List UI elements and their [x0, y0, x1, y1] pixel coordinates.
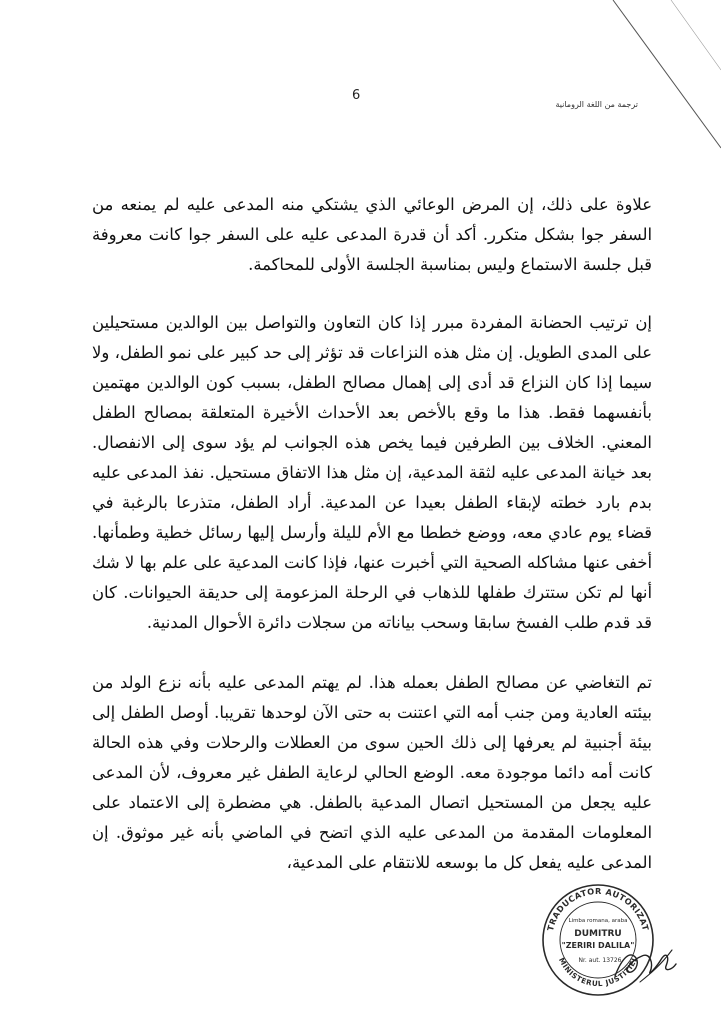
page-corner-fold — [611, 0, 721, 160]
stamp-name-line1: DUMITRU — [574, 929, 622, 939]
paragraph: علاوة على ذلك، إن المرض الوعائي الذي يشتكي منه المدعى عليه لم يمنعه من السفر جوا بشكل متكرر. أكد أن قدرة المدعى عليه على السفر جوا كانت معروفة قبل جلسة الاستماع وليس بمناسبة الجلسة الأولى للمحاكمة. — [92, 195, 652, 274]
stamp-sub-text: Limba romana, araba — [568, 918, 628, 924]
paragraph: تم التغاضي عن مصالح الطفل بعمله هذا. لم يهتم المدعى عليه بأنه نزع الولد من بيئته العادية ومن جنب أمه التي اعتنت به حتى الآن لوحدها تقريبا. أوصل الطفل إلى بيئة أجنبية لم يعرفها إلى ذلك الحين سوى من العطلات والرحلات وفي هذه الحالة كانت أمه دائما موجودة معه. الوضع الحالي لرعاية الطفل غير معروف، لأن المدعى عليه يجعل من المستحيل اتصال المدعية بالطفل. هي مضطرة إلى الاعتماد على المعلومات المقدمة من المدعى عليه الذي اتضح في الماضي بأنه غير موثوق. إن المدعى عليه يفعل كل ما بوسعه للانتقام على المدعية، — [92, 673, 652, 872]
page-number: 6 — [352, 88, 361, 103]
svg-text:TRADUCATOR AUTORIZAT — [545, 886, 651, 932]
stamp-number: Nr. aut. 13726 — [578, 957, 622, 964]
stamp-bottom-text: MINISTERUL JUSTITIEI — [556, 956, 639, 989]
translation-note: ترجمة من اللغة الرومانية — [555, 100, 638, 109]
document-body — [92, 190, 652, 906]
handwritten-signature — [610, 938, 680, 988]
paragraph: إن ترتيب الحضانة المفردة مبرر إذا كان التعاون والتواصل بين الوالدين مستحيلين على المدى الطويل. إن مثل هذه النزاعات قد تؤثر إلى حد كبير على نمو الطفل، ولا سيما إذا كان النزاع قد أدى إلى إهمال مصالح الطفل، بسبب كون الوالدين مهتمين بأنفسهما فقط. هذا ما وقع بالأخص بعد الأحداث الأخيرة المتعلقة بمصالح الطفل المعني. الخلاف بين الطرفين فيما يخص هذه الجوانب لم يؤد سوى إلى الانفصال. بعد خيانة المدعى عليه لثقة المدعية، إن مثل هذا الاتفاق مستحيل. نفذ المدعى عليه بدم بارد خطته لإبقاء الطفل بعيدا عن المدعية. أراد الطفل، متذرعا بالرغبة في قضاء يوم عادي معه، ووضع خططا مع الأم لليلة وأرسل إليها رسائل خطية وطمأنها. أخفى عنها مشاكله الصحية التي أخبرت عنها، فإذا كانت المدعية على علم بها لا شك أنها لم تكن ستترك طفلها للذهاب في الرحلة المزعومة إلى حديقة الحيوانات. كان قد قدم طلب الفسخ سابقا وسحب بياناته من سجلات دائرة الأحوال المدنية. — [92, 313, 652, 632]
stamp-name-line2: "ZERIRI DALILA" — [561, 941, 635, 950]
stamp-top-text: TRADUCATOR AUTORIZAT — [544, 885, 652, 932]
